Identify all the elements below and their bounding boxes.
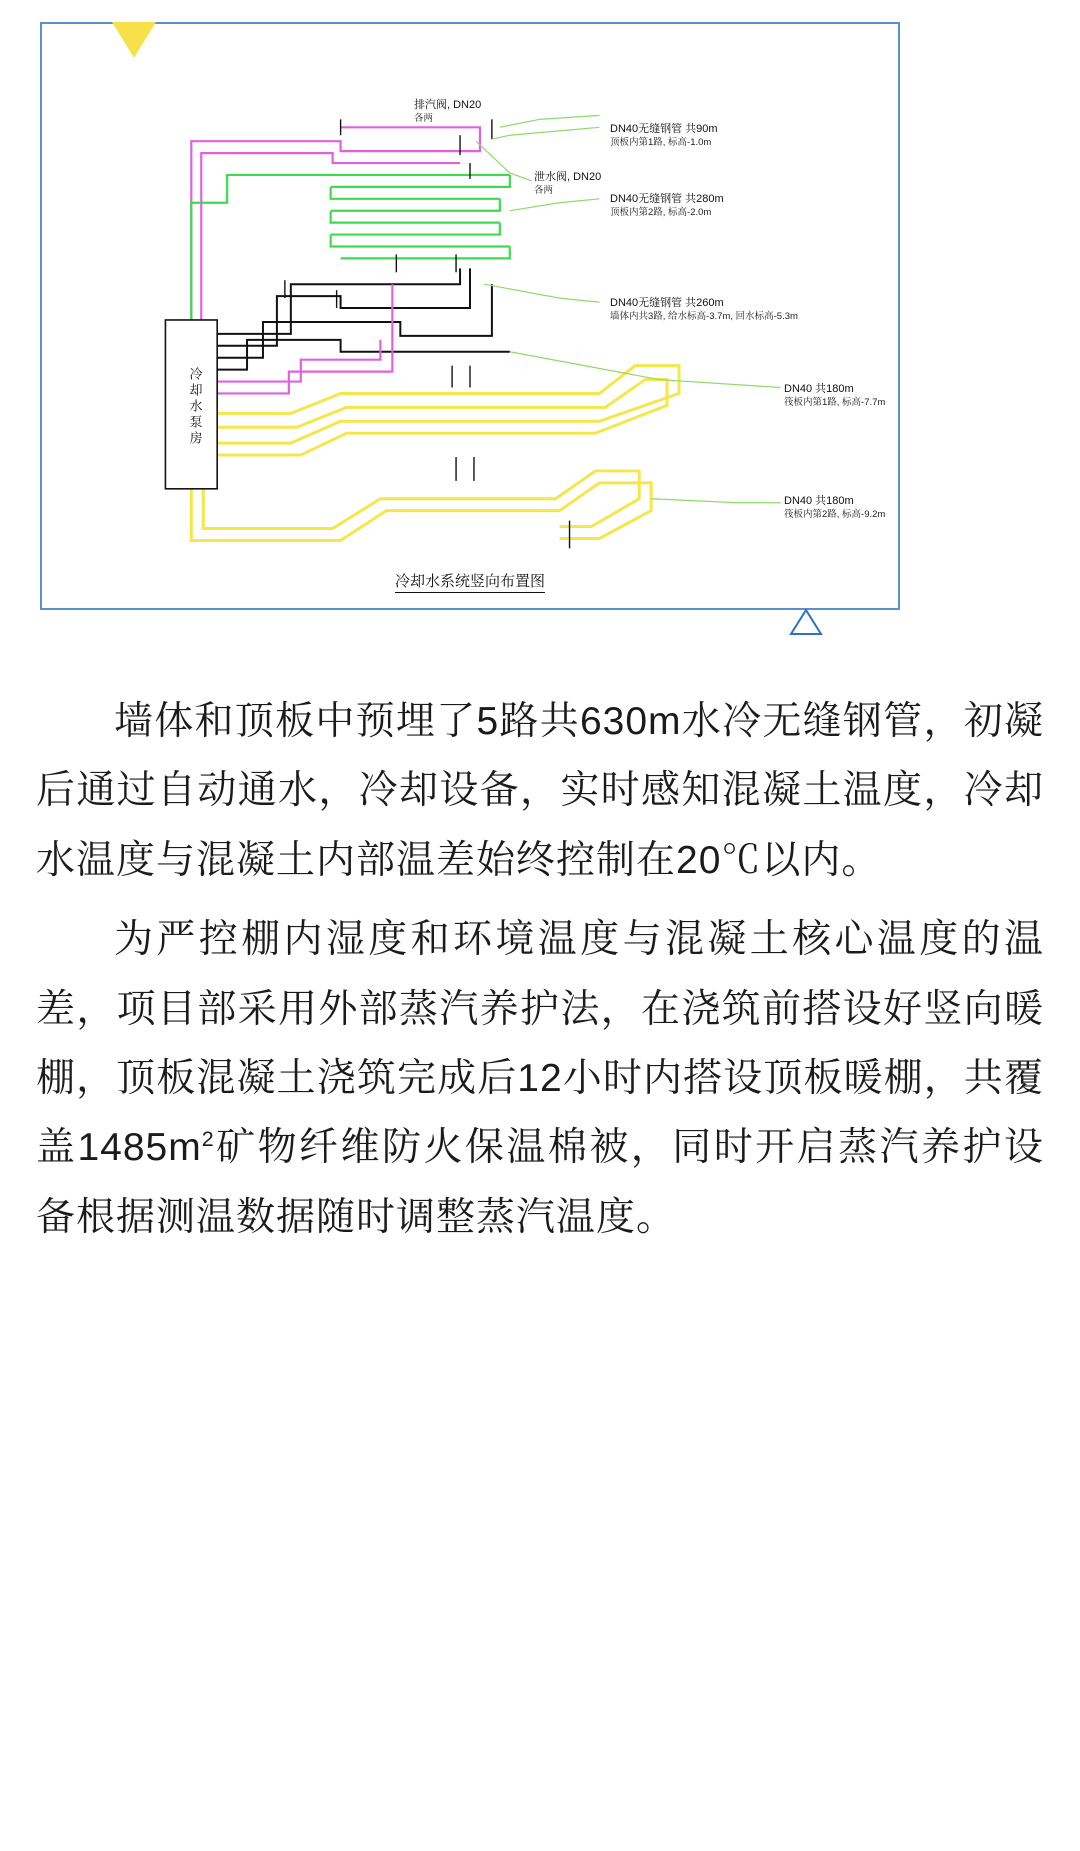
annotation-exhaust-valve: 排汽阀, DN20 各两 <box>414 99 482 124</box>
paragraph-2-part-2: 矿物纤维防火保温棉被，同时开启蒸汽养护设备根据测温数据随时调整蒸汽温度。 <box>36 1126 1044 1239</box>
paragraph-2-part-1: 为严控棚内湿度和环境温度与混凝土核心温度的温差，项目部采用外部蒸汽养护法，在浇筑前搭设好竖向暖棚，顶板混凝土浇筑完成后12小时内搭设顶板暖棚，共覆盖1485m <box>36 918 1044 1170</box>
annotation-pipe-base-1: DN40 共180m 筏板内第1路, 标高-7.7m <box>784 383 886 408</box>
annotation-pipe-wall-3: DN40无缝钢管 共260m 墙体内共3路, 给水标高-3.7m, 回水标高-5.3m <box>610 297 798 322</box>
figure-caption: 冷却水系统竖向布置图 <box>42 570 898 591</box>
paragraph-steam-curing <box>36 905 1044 1252</box>
annotation-pipe-top-2: DN40无缝钢管 共280m 顶板内第2路, 标高-2.0m <box>610 193 724 218</box>
annotation-pipe-base-2: DN40 共180m 筏板内第2路, 标高-9.2m <box>784 495 886 520</box>
article-body <box>36 687 1044 1262</box>
diagram-canvas <box>42 24 898 608</box>
annotation-drain-valve: 泄水阀, DN20 各两 <box>534 171 602 196</box>
yellow-triangle-icon <box>112 22 156 58</box>
paragraph-2-superscript: 2 <box>201 1127 215 1152</box>
cooling-water-system-diagram <box>40 22 900 610</box>
pump-house-label: 冷却水泵房 <box>187 367 203 447</box>
blue-triangle-outline-icon <box>772 608 806 636</box>
paragraph-cooling-pipes: 墙体和顶板中预埋了5路共630m水冷无缝钢管，初凝后通过自动通水，冷却设备，实时感知混凝土温度，冷却水温度与混凝土内部温差始终控制在20℃以内。 <box>36 700 1044 882</box>
annotation-pipe-top-1: DN40无缝钢管 共90m 顶板内第1路, 标高-1.0m <box>610 123 718 148</box>
